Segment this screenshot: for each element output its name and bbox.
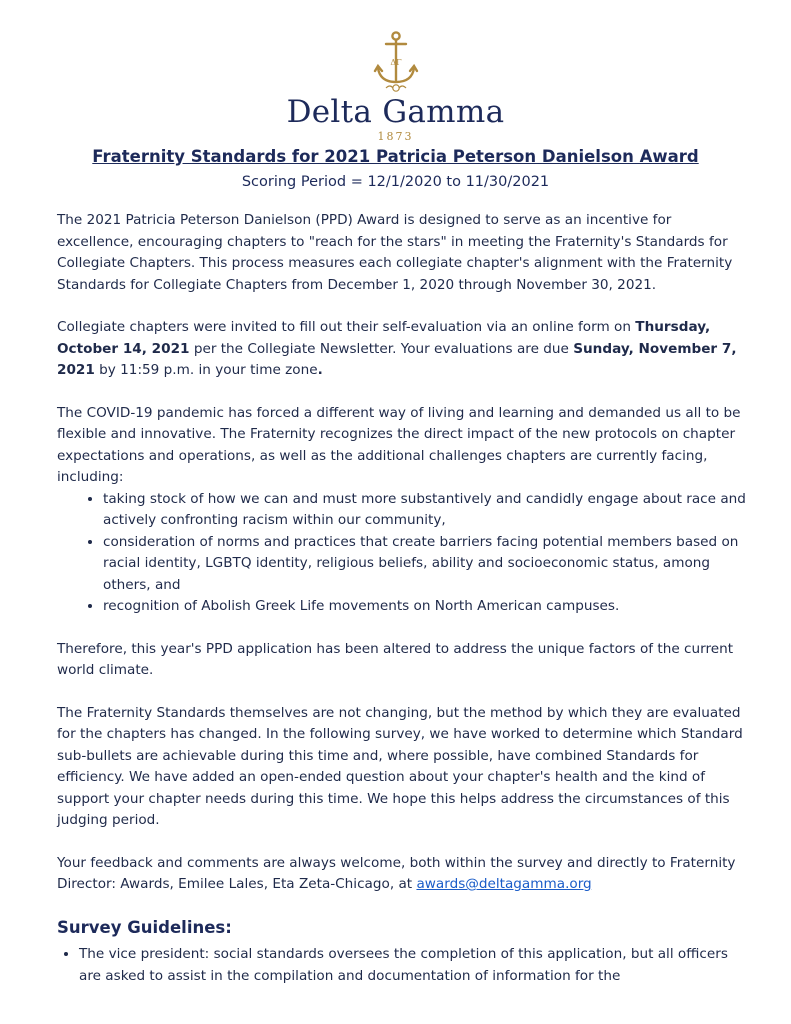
guidelines-list xyxy=(57,944,747,987)
delta-gamma-logo xyxy=(0,30,791,144)
document-body xyxy=(57,210,747,987)
scoring-period: Scoring Period = 12/1/2020 to 11/30/2021 xyxy=(241,174,550,190)
therefore-paragraph: Therefore, this year's PPD application has been altered to address the unique factors of the current world climate. xyxy=(57,640,734,678)
intro-paragraph: The 2021 Patricia Peterson Danielson (PPD) Award is designed to serve as an incentive for excellence, encouraging chapters to "reach for the stars" in meeting the Fraternity's Standards for Collegiate Chapters. This process measures each collegiate chapter's alignment with the Fraternity Standards for Collegiate Chapters from December 1, 2020 through November 30, 2021. xyxy=(57,212,733,293)
standards-paragraph: The Fraternity Standards themselves are not changing, but the method by which they are evaluated for the chapters has changed. In the following survey, we have worked to determine which Standard sub-bullets are achievable during this time and, where possible, have combined Standards for efficiency. We have added an open-ended question about your chapter's health and the kind of support your chapter needs during this time. We hope this helps address the circumstances of this judging period. xyxy=(57,704,743,828)
awards-email-link[interactable]: awards@deltagamma.org xyxy=(416,876,592,892)
founding-year: 1873 xyxy=(377,130,414,143)
feedback-paragraph xyxy=(57,853,747,896)
deadline-text-1: Collegiate chapters were invited to fill out their self-evaluation via an online form on xyxy=(57,319,636,335)
deadline-text-2: per the Collegiate Newsletter. Your evaluations are due xyxy=(189,340,574,357)
list-item: • recognition of Abolish Greek Life movements on North American campuses. xyxy=(103,596,747,618)
page-title: Fraternity Standards for 2021 Patricia Peterson Danielson Award xyxy=(92,147,699,166)
survey-guidelines-heading: Survey Guidelines: xyxy=(57,917,232,937)
challenges-list xyxy=(57,489,747,618)
feedback-text: Your feedback and comments are always welcome, both within the survey and directly to Fraternity Director: Awards, Emilee Lales, Eta Zeta-Chicago, at xyxy=(57,854,736,892)
deadline-period: . xyxy=(317,362,323,378)
brand-name: Delta Gamma xyxy=(286,94,505,130)
anchor-letters: ΔΓ xyxy=(389,58,402,67)
list-item: • taking stock of how we can and must more substantively and candidly engage about race and actively confronting racism within our community, xyxy=(103,489,747,532)
anchor-icon xyxy=(366,30,426,94)
deadline-text-3: by 11:59 p.m. in your time zone xyxy=(94,362,318,378)
covid-paragraph: The COVID-19 pandemic has forced a different way of living and learning and demanded us all to be flexible and innovative. The Fraternity recognizes the direct impact of the new protocols on chapter expectations and operations, as well as the additional challenges chapters are currently facing, including: xyxy=(57,404,741,485)
list-item: • The vice president: social standards oversees the completion of this application, but all officers are asked to assist in the compilation and documentation of information for the xyxy=(79,944,747,987)
due-date: Sunday, November 7, 2021 xyxy=(57,340,737,378)
list-item: • consideration of norms and practices that create barriers facing potential members based on racial identity, LGBTQ identity, religious beliefs, ability and socioeconomic status, among others, and xyxy=(103,532,747,597)
deadline-paragraph xyxy=(57,317,747,382)
open-date: Thursday, October 14, 2021 xyxy=(57,319,711,357)
